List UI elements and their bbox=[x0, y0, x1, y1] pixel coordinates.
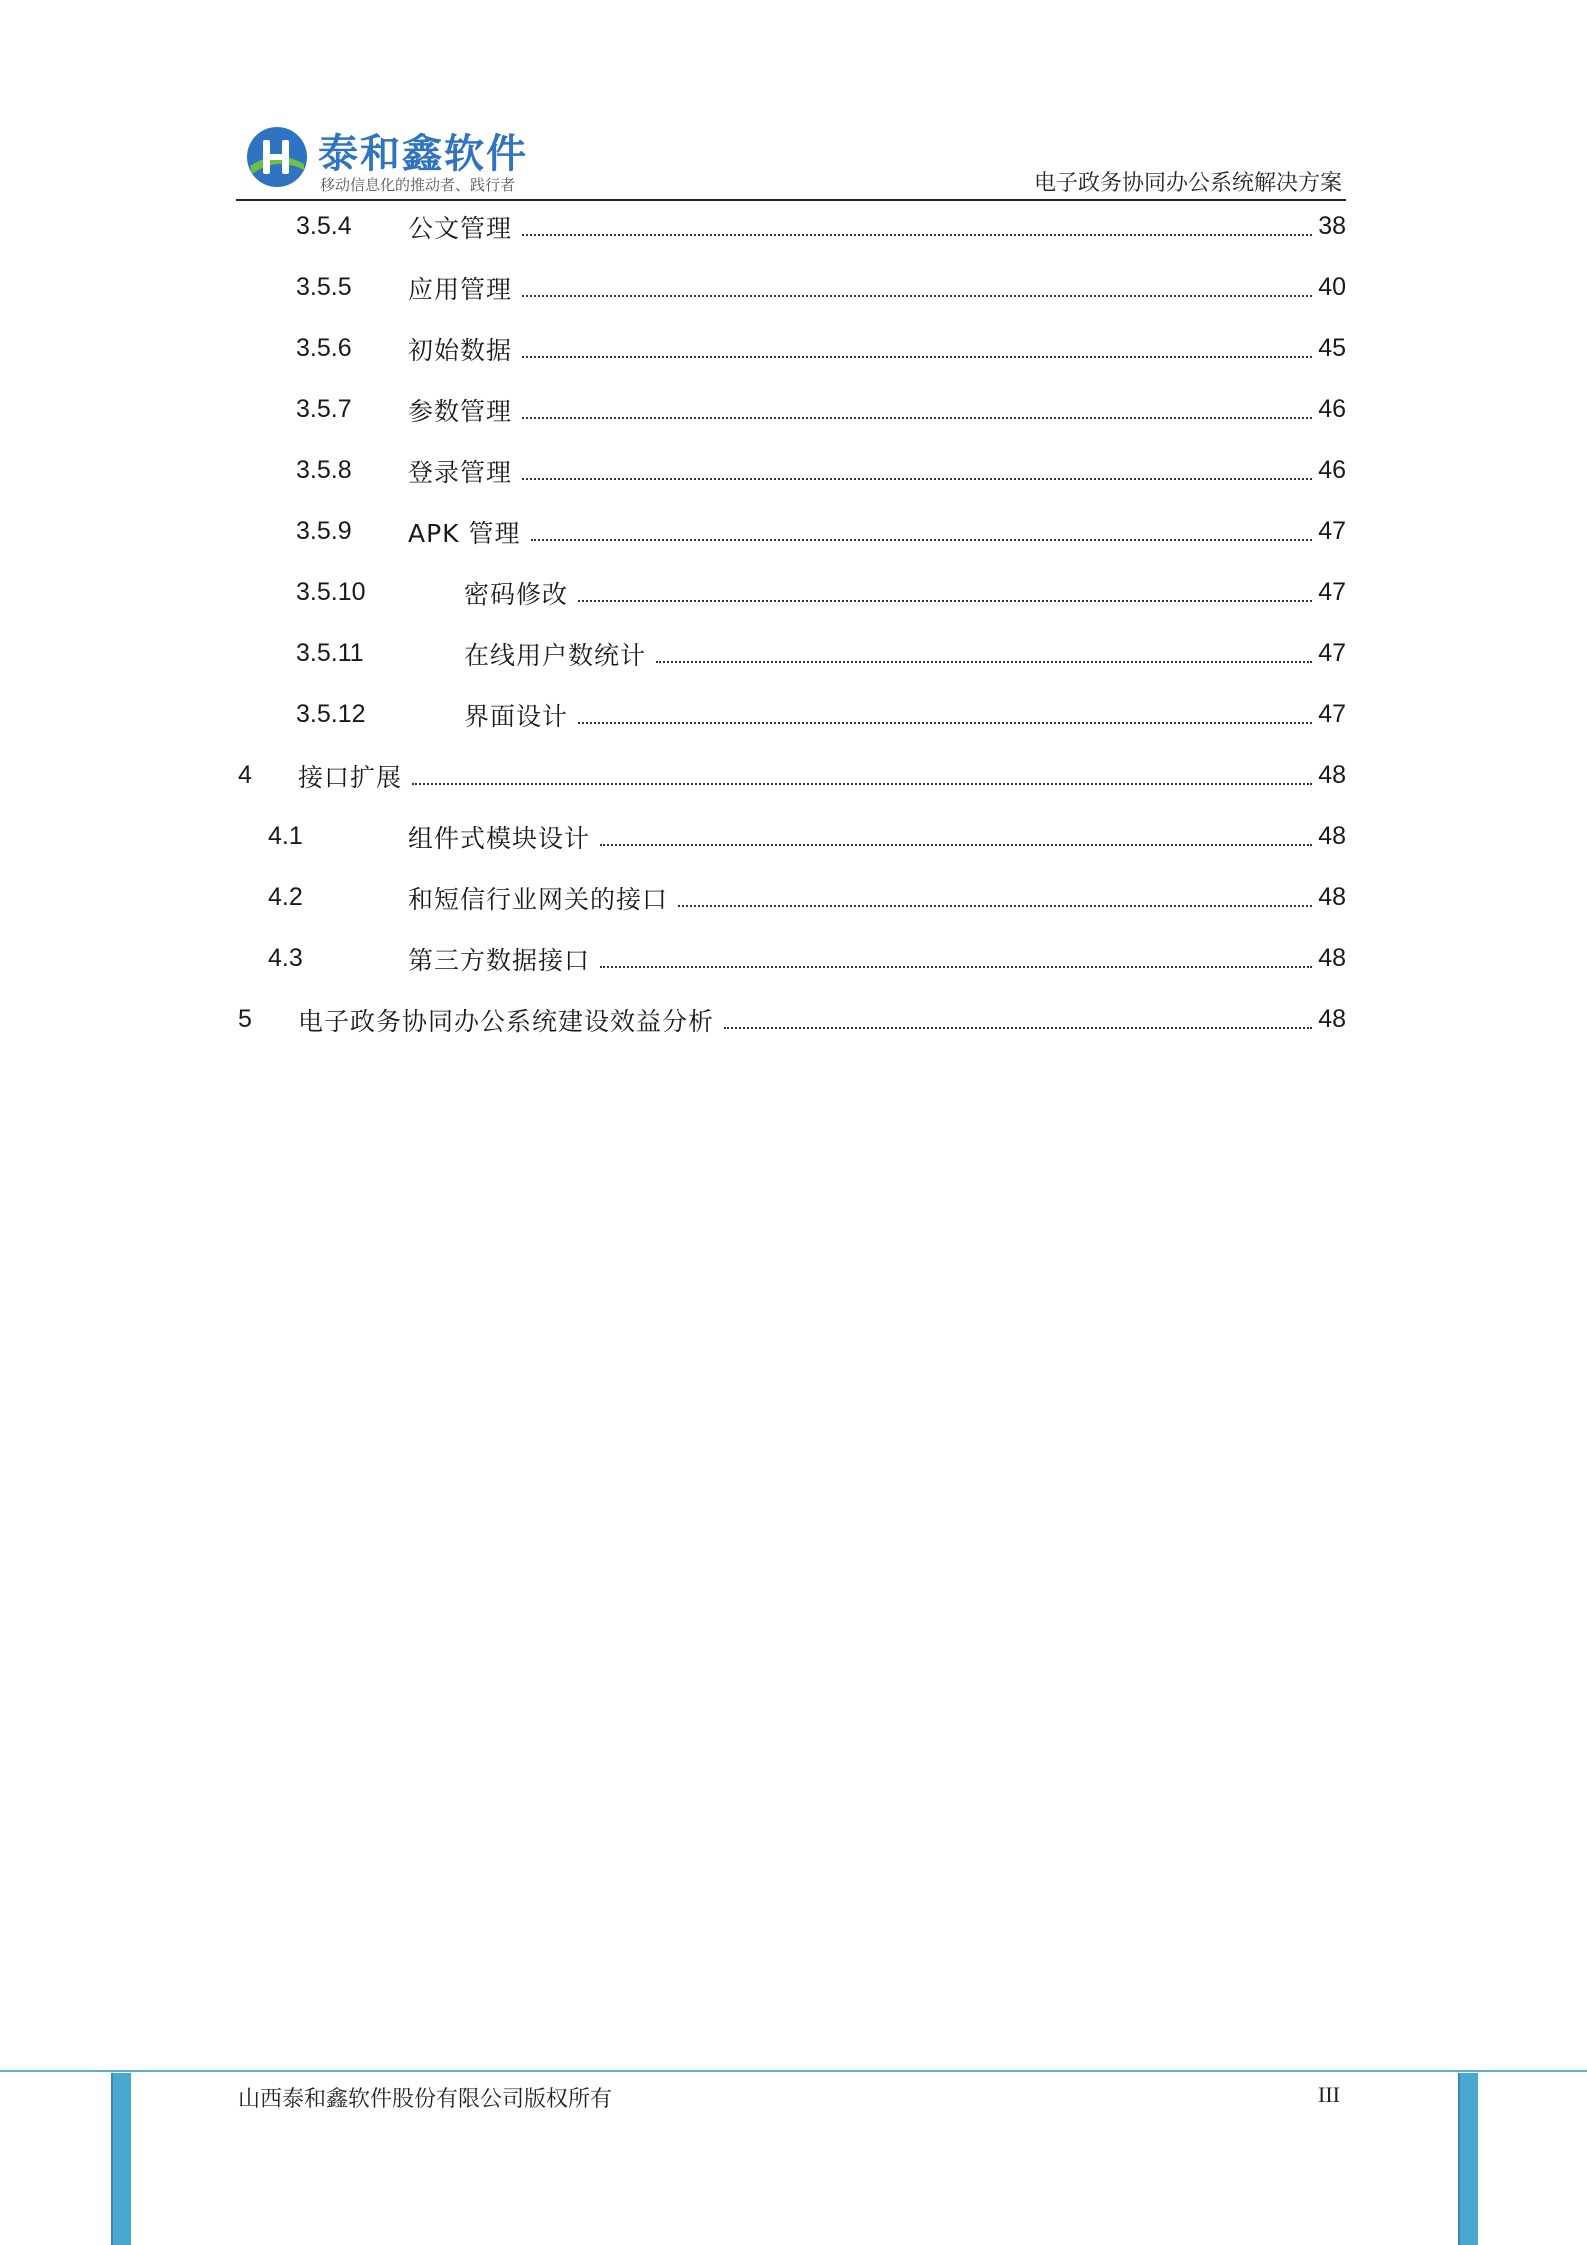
company-slogan: 移动信息化的推动者、践行者 bbox=[320, 176, 516, 194]
toc-entry[interactable] bbox=[236, 684, 1346, 745]
toc-entry-number: 4.3 bbox=[268, 944, 303, 972]
toc-dot-leader bbox=[578, 722, 1312, 724]
toc-entry[interactable] bbox=[236, 928, 1346, 989]
toc-entry-page: 48 bbox=[1318, 761, 1346, 789]
toc-entry[interactable] bbox=[236, 806, 1346, 867]
toc-entry-title: 接口扩展 bbox=[298, 758, 406, 794]
document-title: 电子政务协同办公系统解决方案 bbox=[1033, 171, 1342, 196]
toc-entry[interactable] bbox=[236, 867, 1346, 928]
toc-dot-leader bbox=[600, 844, 1312, 846]
company-logo-name: 泰和鑫软件 bbox=[318, 131, 528, 177]
toc-entry-number: 3.5.4 bbox=[296, 212, 352, 240]
toc-entry-page: 46 bbox=[1318, 395, 1346, 423]
toc-entry-page: 46 bbox=[1318, 456, 1346, 484]
toc-entry-number: 3.5.9 bbox=[296, 517, 352, 545]
toc-entry-title: 密码修改 bbox=[464, 575, 572, 611]
footer-divider bbox=[0, 2070, 1587, 2072]
toc-entry-page: 48 bbox=[1318, 822, 1346, 850]
toc-entry[interactable] bbox=[236, 379, 1346, 440]
toc-entry[interactable] bbox=[236, 318, 1346, 379]
toc-dot-leader bbox=[600, 966, 1312, 968]
table-of-contents bbox=[236, 196, 1346, 1050]
toc-entry-title: 电子政务协同办公系统建设效益分析 bbox=[298, 1002, 718, 1038]
toc-entry[interactable] bbox=[236, 257, 1346, 318]
footer-accent-bar-left bbox=[111, 2073, 131, 2245]
page-header bbox=[236, 118, 1346, 202]
footer-copyright: 山西泰和鑫软件股份有限公司版权所有 bbox=[238, 2087, 613, 2112]
toc-entry[interactable] bbox=[236, 623, 1346, 684]
toc-entry-number: 3.5.6 bbox=[296, 334, 352, 362]
toc-entry-number: 3.5.10 bbox=[296, 578, 366, 606]
toc-entry-number: 4.1 bbox=[268, 822, 303, 850]
toc-dot-leader bbox=[522, 356, 1312, 358]
footer-accent-bar-right bbox=[1458, 2073, 1478, 2245]
company-logo-icon bbox=[246, 126, 308, 188]
toc-dot-leader bbox=[531, 539, 1313, 541]
toc-entry-number: 5 bbox=[238, 1005, 252, 1033]
toc-entry-number: 4 bbox=[238, 761, 252, 789]
toc-entry-page: 47 bbox=[1318, 517, 1346, 545]
toc-dot-leader bbox=[522, 234, 1312, 236]
toc-entry-page: 48 bbox=[1318, 944, 1346, 972]
toc-entry-page: 48 bbox=[1318, 1005, 1346, 1033]
toc-entry-page: 47 bbox=[1318, 578, 1346, 606]
toc-entry[interactable] bbox=[236, 440, 1346, 501]
toc-entry-number: 3.5.8 bbox=[296, 456, 352, 484]
toc-entry-title: 登录管理 bbox=[408, 453, 516, 489]
toc-entry[interactable] bbox=[236, 745, 1346, 806]
footer-page-number: III bbox=[1318, 2082, 1340, 2107]
toc-entry[interactable] bbox=[236, 501, 1346, 562]
toc-entry[interactable] bbox=[236, 562, 1346, 623]
toc-entry-title: 第三方数据接口 bbox=[408, 941, 594, 977]
toc-entry-title: 参数管理 bbox=[408, 392, 516, 428]
toc-entry-page: 40 bbox=[1318, 273, 1346, 301]
toc-dot-leader bbox=[522, 295, 1312, 297]
toc-dot-leader bbox=[412, 783, 1312, 785]
toc-dot-leader bbox=[678, 905, 1312, 907]
toc-entry-title: 界面设计 bbox=[464, 697, 572, 733]
toc-entry-number: 3.5.11 bbox=[296, 639, 364, 667]
toc-dot-leader bbox=[522, 417, 1312, 419]
toc-entry-page: 47 bbox=[1318, 700, 1346, 728]
toc-entry-title: APK 管理 bbox=[408, 514, 525, 550]
toc-entry-page: 45 bbox=[1318, 334, 1346, 362]
toc-entry-page: 38 bbox=[1318, 212, 1346, 240]
toc-dot-leader bbox=[656, 661, 1312, 663]
toc-entry[interactable] bbox=[236, 989, 1346, 1050]
toc-dot-leader bbox=[522, 478, 1312, 480]
toc-entry-title: 初始数据 bbox=[408, 331, 516, 367]
toc-dot-leader bbox=[724, 1027, 1312, 1029]
toc-entry-number: 3.5.7 bbox=[296, 395, 352, 423]
toc-entry-page: 47 bbox=[1318, 639, 1346, 667]
toc-entry-title: 应用管理 bbox=[408, 270, 516, 306]
toc-entry-title: 组件式模块设计 bbox=[408, 819, 594, 855]
toc-dot-leader bbox=[578, 600, 1312, 602]
toc-entry-title: 在线用户数统计 bbox=[464, 636, 650, 672]
toc-entry-number: 3.5.12 bbox=[296, 700, 366, 728]
toc-entry-page: 48 bbox=[1318, 883, 1346, 911]
toc-entry-title: 和短信行业网关的接口 bbox=[408, 880, 672, 916]
toc-entry-number: 3.5.5 bbox=[296, 273, 352, 301]
toc-entry[interactable] bbox=[236, 196, 1346, 257]
toc-entry-number: 4.2 bbox=[268, 883, 303, 911]
toc-entry-title: 公文管理 bbox=[408, 209, 516, 245]
